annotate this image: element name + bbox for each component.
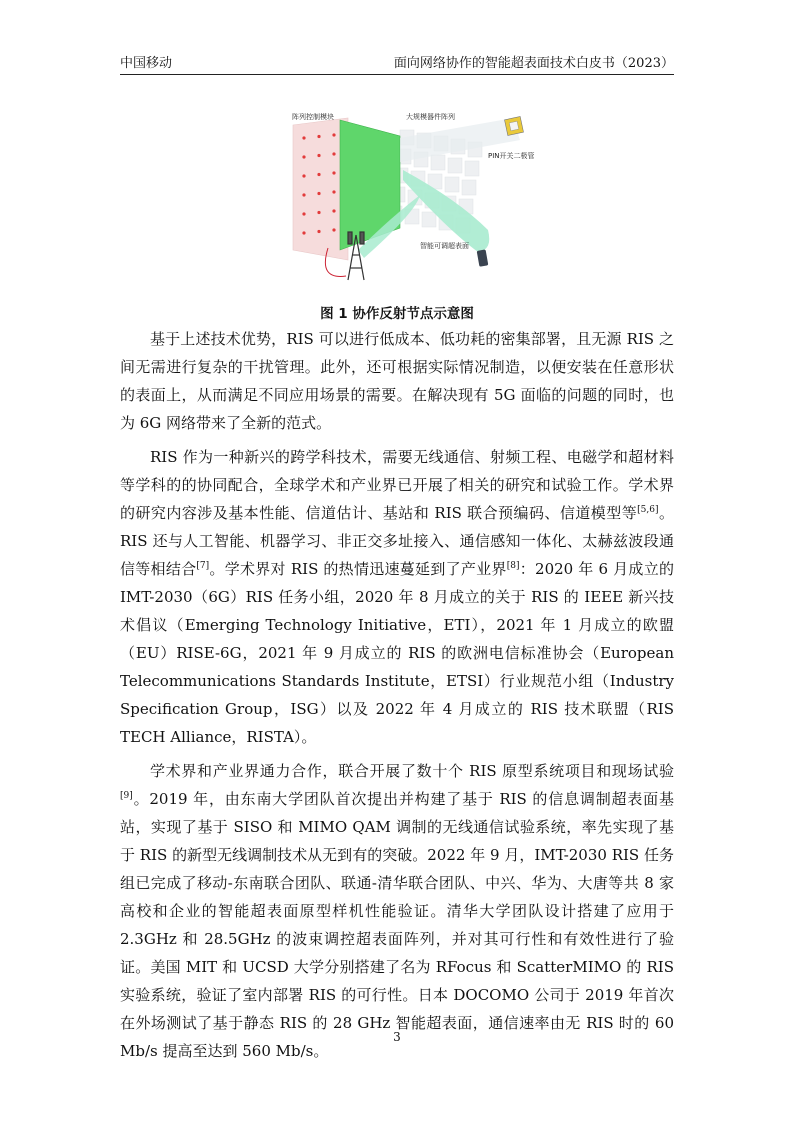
panel-dot xyxy=(332,190,335,193)
panel-dot xyxy=(332,228,335,231)
panel-dot xyxy=(332,209,335,212)
figure-caption: 图 1 协作反射节点示意图 xyxy=(320,306,474,322)
panel-dot xyxy=(332,171,335,174)
array-element-tile xyxy=(448,158,462,173)
citation-ref: [7] xyxy=(196,561,210,571)
panel-dot xyxy=(317,135,320,138)
array-element-tile xyxy=(462,180,476,195)
citation-ref: [9] xyxy=(120,791,133,801)
array-element-tile xyxy=(445,177,459,192)
phone-icon xyxy=(477,249,489,266)
paragraph-text: RIS 作为一种新兴的跨学科技术，需要无线通信、射频工程、电磁学和超材料等学科的的协同配合，全球学术和产业界已开展了相关的研究和试验工作。学术界的研究内容涉及基本性能、信道估计、基站和 RIS 联合预编码、信道模型等 xyxy=(120,448,674,522)
figure-ris-node xyxy=(288,100,535,290)
panel-dot xyxy=(317,192,320,195)
panel-dot xyxy=(317,211,320,214)
panel-dot xyxy=(332,152,335,155)
array-element-tile xyxy=(422,212,436,227)
paragraph-text: 。RIS 还与人工智能、机器学习、非正交多址接入、通信感知一体化、太赫兹波段通信等相结合 xyxy=(120,504,674,578)
array-element-tile xyxy=(431,155,445,170)
label-element-array: 大规模器件阵列 xyxy=(406,113,455,121)
panel-dot xyxy=(317,173,320,176)
panel-dot xyxy=(317,154,320,157)
panel-dot xyxy=(302,174,305,177)
panel-dot xyxy=(332,133,335,136)
paragraph xyxy=(120,443,674,751)
array-element-tile xyxy=(465,161,479,176)
citation-ref: [8] xyxy=(506,561,520,571)
paragraph-text: 基于上述技术优势，RIS 可以进行低成本、低功耗的密集部署，且无源 RIS 之间无需进行复杂的干扰管理。此外，还可根据实际情况制造，以便安装在任意形状的表面上，从而满足不同应用场景的需要。在解决现有 5G 面临的问题的同时，也为 6G 网络带来了全新的范式。 xyxy=(120,330,674,432)
paragraph-text: ：2020 年 6 月成立的 IMT-2030（6G）RIS 任务小组，2020 年 8 月成立的关于 RIS 的 IEEE 新兴技术倡议（Emerging Technology Initiative，ETI），2021 年 1 月成立的欧盟（EU）RISE-6G，2021 年 9 月成立的 RIS 的欧洲电信标准协会（European Telecommunications Standards Institute，ETSI）行业规范小组（Industry Specification Group，ISG）以及 2022 年 4 月成立的 RIS 技术联盟（RIS TECH Alliance，RISTA）。 xyxy=(120,560,674,746)
panel-dot xyxy=(302,155,305,158)
header-organization: 中国移动 xyxy=(120,56,173,71)
header-document-title: 面向网络协作的智能超表面技术白皮书（2023） xyxy=(393,56,674,71)
page-header xyxy=(120,52,674,76)
body-text xyxy=(120,325,674,1071)
label-pin-diode: PIN开关二极管 xyxy=(488,152,535,160)
figure-illustration xyxy=(288,100,535,290)
paragraph-text: 学术界和产业界通力合作，联合开展了数十个 RIS 原型系统项目和现场试验 xyxy=(150,762,674,780)
paragraph-text: 。2019 年，由东南大学团队首次提出并构建了基于 RIS 的信息调制超表面基站，实现了基于 SISO 和 MIMO QAM 调制的无线通信试验系统，率先实现了基于 RIS 的新型无线调制技术从无到有的突破。2022 年 9 月，IMT-2030 RIS 任务组已完成了移动-东南联合团队、联通-清华联合团队、中兴、华为、大唐等共 8 家高校和企业的智能超表面原型样机性能验证。清华大学团队设计搭建了应用于 2.3GHz 和 28.5GHz 的波束调控超表面阵列，并对其可行性和有效性进行了验证。美国 MIT 和 UCSD 大学分别搭建了名为 RFocus 和 ScatterMIMO 的 RIS 实验系统，验证了室内部署 RIS 的可行性。日本 DOCOMO 公司于 2019 年首次在外场测试了基于静态 RIS 的 28 GHz 智能超表面，通信速率由无 RIS 时的 60 Mb/s 提高至达到 560 Mb/s。 xyxy=(120,790,674,1060)
panel-dot xyxy=(302,212,305,215)
paragraph xyxy=(120,757,674,1065)
paragraph xyxy=(120,325,674,437)
panel-dot xyxy=(317,230,320,233)
paragraph-text: 。学术界对 RIS 的热情迅速蔓延到了产业界 xyxy=(209,560,507,578)
panel-dot xyxy=(302,193,305,196)
panel-dot xyxy=(302,136,305,139)
header-rule xyxy=(120,74,674,75)
label-smart-surface: 智能可调超表面 xyxy=(420,242,469,250)
panel-dot xyxy=(302,231,305,234)
citation-ref: [5,6] xyxy=(637,505,659,515)
page-number: 3 xyxy=(393,1030,401,1044)
label-array-control: 阵列控制模块 xyxy=(292,113,334,121)
